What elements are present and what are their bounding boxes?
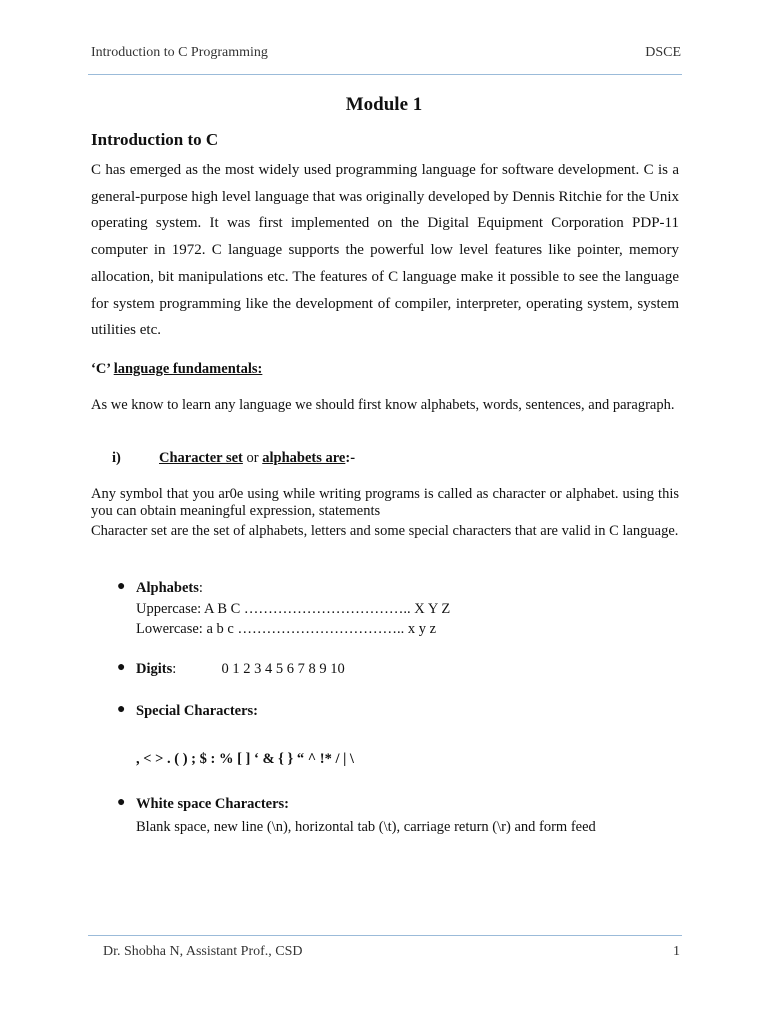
fundamentals-heading [91,361,262,378]
special-characters-values: , < > . ( ) ; $ : % [ ] ‘ & { } “ ^ !* / | \ [136,751,354,767]
charset-number: i) [112,450,121,466]
digits-colon: : [172,661,177,677]
whitespace-label: White space Characters: [136,796,290,812]
header-title: Introduction to C Programming [91,45,268,60]
alphabets-colon: : [198,580,203,596]
alphabets-lowercase: Lowercase: a b c …………………………….. x y z [136,621,437,637]
digits-values: 0 1 2 3 4 5 6 7 8 9 10 [221,661,345,677]
fundamentals-title: language fundamentals: [113,361,263,377]
bullet-dot-icon: ● [117,579,126,594]
footer-author: Dr. Shobha N, Assistant Prof., CSD [103,944,303,959]
charset-paragraph-1: Any symbol that you ar0e using while writing programs is called as character or alphabet. using this you can obtain meaningful expression, statements [91,486,679,519]
charset-heading [112,450,355,467]
header-institution: DSCE [645,45,681,60]
charset-title: Character set [159,450,243,466]
fundamentals-paragraph: As we know to learn any language we should first know alphabets, words, sentences, and paragraph. [91,397,675,413]
header-divider [88,74,682,75]
intro-paragraph: C has emerged as the most widely used programming language for software development. C is a general-purpose high level language that was originally developed by Dennis Ritchie for the Unix operating system. It was first implemented on the Digital Equipment Corporation PDP-11 computer in 1972. C language supports the powerful low level features like pointer, memory allocation, bit manipulations etc. The features of C language make it possible to see the language for system programming like the development of compiler, interpreter, operating system, system utilities etc. [91,162,679,339]
special-characters-label: Special Characters: [136,703,259,719]
page-number: 1 [673,944,680,959]
bullet-alphabets [136,578,450,640]
section-title: Introduction to C [91,130,219,149]
charset-suffix: :- [345,450,356,466]
charset-paragraph-2: Character set are the set of alphabets, letters and some special characters that are valid in C language. [91,523,679,539]
bullet-digits [136,659,345,680]
alphabets-label: Alphabets [136,580,199,596]
charset-or: or [246,450,259,466]
charset-title-alt: alphabets are [262,450,346,466]
bullet-dot-icon: ● [117,702,126,717]
digits-label: Digits [136,661,173,677]
bullet-dot-icon: ● [117,660,126,675]
whitespace-values: Blank space, new line (\n), horizontal tab (\t), carriage return (\r) and form feed [136,819,596,835]
alphabets-uppercase: Uppercase: A B C …………………………….. X Y Z [136,600,451,617]
footer-divider [88,935,682,936]
module-title: Module 1 [345,94,423,115]
bullet-dot-icon: ● [117,795,126,810]
fundamentals-prefix: ‘C’ [91,361,111,377]
